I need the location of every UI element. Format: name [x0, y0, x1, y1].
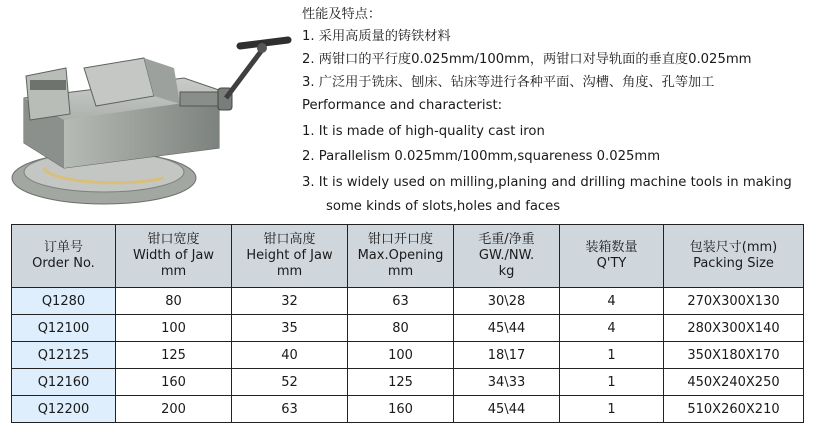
- cell-packing-size: 280X300X140: [664, 315, 804, 342]
- cell-qty: 4: [560, 288, 664, 315]
- header-qty: [560, 225, 664, 288]
- cell-max-opening: 160: [348, 396, 454, 423]
- header-cn: 包装尺寸(mm): [689, 240, 778, 255]
- header-unit: mm: [276, 264, 303, 279]
- cell-gw-nw: 45\44: [454, 396, 560, 423]
- cell-width-of-jaw: 100: [116, 315, 232, 342]
- cell-order-no: Q12125: [12, 342, 116, 369]
- cell-order-no: Q12100: [12, 315, 116, 342]
- header-gw-nw: [454, 225, 560, 288]
- features-en-title: Performance and characterist:: [302, 98, 503, 113]
- header-en: Width of Jaw: [133, 248, 214, 263]
- header-cn: 钳口宽度: [147, 232, 200, 247]
- cell-order-no: Q12160: [12, 369, 116, 396]
- header-en: Q'TY: [596, 256, 627, 271]
- cell-max-opening: 125: [348, 369, 454, 396]
- cell-max-opening: 100: [348, 342, 454, 369]
- cell-max-opening: 80: [348, 315, 454, 342]
- cell-packing-size: 350X180X170: [664, 342, 804, 369]
- cell-qty: 1: [560, 369, 664, 396]
- header-cn: 毛重/净重: [478, 232, 535, 247]
- cell-height-of-jaw: 32: [232, 288, 348, 315]
- features-en-item-3: 3. It is widely used on milling,planing and drilling machine tools in making: [302, 175, 792, 190]
- cell-qty: 1: [560, 342, 664, 369]
- features-cn-item-3: 3. 广泛用于铣床、刨床、钻床等进行各种平面、沟槽、角度、孔等加工: [302, 75, 715, 90]
- features-cn-title: 性能及特点：: [302, 7, 382, 22]
- cell-height-of-jaw: 63: [232, 396, 348, 423]
- cell-gw-nw: 30\28: [454, 288, 560, 315]
- header-en: Height of Jaw: [246, 248, 333, 263]
- cell-qty: 1: [560, 396, 664, 423]
- cell-height-of-jaw: 40: [232, 342, 348, 369]
- cell-height-of-jaw: 35: [232, 315, 348, 342]
- cell-qty: 4: [560, 315, 664, 342]
- table-row: [12, 369, 804, 396]
- header-unit: mm: [160, 264, 187, 279]
- cell-width-of-jaw: 200: [116, 396, 232, 423]
- cell-width-of-jaw: 80: [116, 288, 232, 315]
- header-max-opening: [348, 225, 454, 288]
- header-cn: 钳口高度: [263, 232, 316, 247]
- features-cn-item-1: 1. 采用高质量的铸铁材料: [302, 29, 451, 44]
- features-en-item-1: 1. It is made of high-quality cast iron: [302, 124, 545, 139]
- header-cn: 钳口开口度: [367, 232, 433, 247]
- table-row: [12, 396, 804, 423]
- header-width-of-jaw: [116, 225, 232, 288]
- cell-width-of-jaw: 125: [116, 342, 232, 369]
- cell-gw-nw: 18\17: [454, 342, 560, 369]
- cell-width-of-jaw: 160: [116, 369, 232, 396]
- header-packing-size: [664, 225, 804, 288]
- header-cn: 装箱数量: [585, 240, 638, 255]
- table-row: [12, 288, 804, 315]
- cell-order-no: Q1280: [12, 288, 116, 315]
- cell-height-of-jaw: 52: [232, 369, 348, 396]
- table-row: [12, 315, 804, 342]
- header-cn: 订单号: [43, 240, 83, 255]
- header-height-of-jaw: [232, 225, 348, 288]
- table-header-row: [12, 225, 804, 288]
- cell-gw-nw: 45\44: [454, 315, 560, 342]
- header-en: Max.Opening: [357, 248, 444, 263]
- header-order-no: [12, 225, 116, 288]
- header-en: GW./NW.: [478, 248, 535, 263]
- machine-vise-image: [4, 28, 294, 210]
- cell-packing-size: 510X260X210: [664, 396, 804, 423]
- cell-packing-size: 270X300X130: [664, 288, 804, 315]
- cell-gw-nw: 34\33: [454, 369, 560, 396]
- features-en-item-2: 2. Parallelism 0.025mm/100mm,squareness 0.025mm: [302, 149, 661, 164]
- header-unit: kg: [498, 264, 515, 279]
- features-en-item-3-continued: some kinds of slots,holes and faces: [326, 199, 561, 214]
- header-en: Packing Size: [693, 256, 774, 271]
- table-row: [12, 342, 804, 369]
- cell-max-opening: 63: [348, 288, 454, 315]
- spec-table: [11, 224, 804, 423]
- cell-packing-size: 450X240X250: [664, 369, 804, 396]
- header-en: Order No.: [32, 256, 95, 271]
- header-unit: mm: [387, 264, 414, 279]
- features-cn-item-2: 2. 两钳口的平行度0.025mm/100mm，两钳口对导轨面的垂直度0.025mm: [302, 52, 752, 67]
- cell-order-no: Q12200: [12, 396, 116, 423]
